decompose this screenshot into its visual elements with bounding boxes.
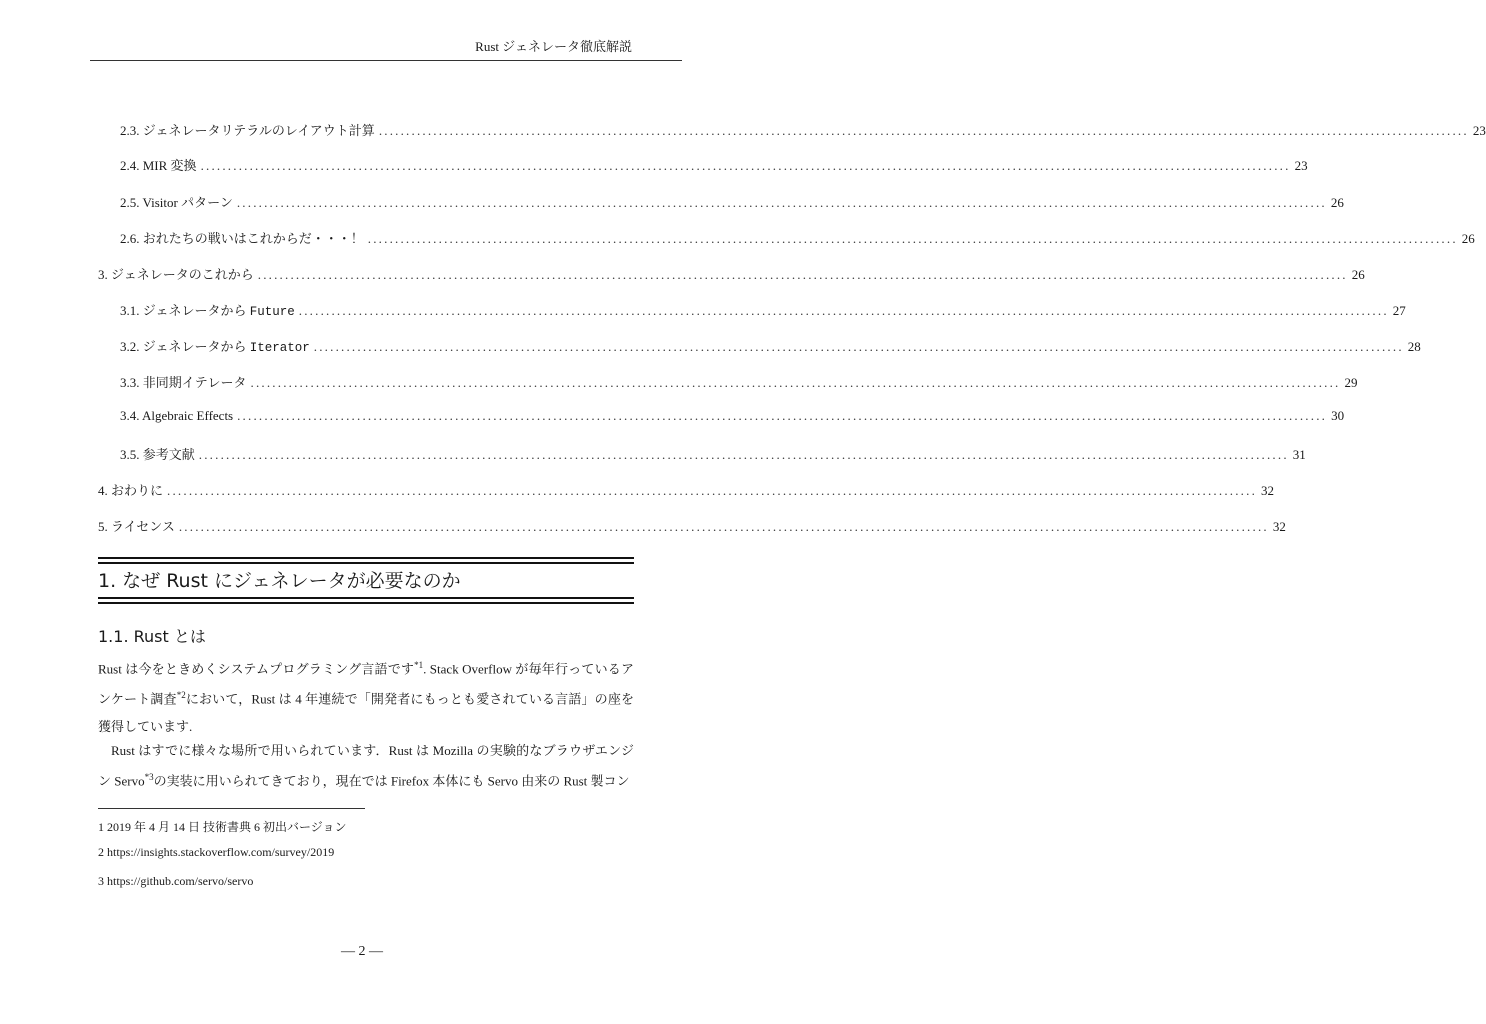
toc-entry-label: 3.3. 非同期イテレータ (120, 375, 247, 390)
toc-leader-dots: ........................................................................................................................................................................................................ (250, 375, 1341, 390)
footnote-rule (98, 808, 365, 809)
toc-entry[interactable] (120, 372, 1358, 390)
toc-page-number: 29 (1344, 375, 1358, 390)
toc-entry[interactable] (120, 155, 1308, 173)
paragraph (98, 737, 634, 794)
toc-entry[interactable] (120, 228, 1475, 246)
toc-entry-label: 3.2. ジェネレータから Iterator (120, 339, 310, 355)
footnote-ref[interactable]: *3 (144, 772, 154, 782)
footnote[interactable]: 3 https://github.com/servo/servo (98, 874, 254, 888)
toc-leader-dots: ........................................................................................................................................................................................................ (237, 408, 1328, 423)
footnote: 1 2019 年 4 月 14 日 技術書典 6 初出バージョン (98, 820, 347, 834)
toc-entry-label: 3. ジェネレータのこれから (98, 267, 254, 282)
text: Rust は今をときめくシステムプログラミング言語です (98, 661, 415, 677)
toc-entry[interactable] (98, 264, 1365, 282)
text: Rust はすでに様々な場所で用いられています．Rust は Mozilla の実験的なブラウザエンジン Servo (98, 743, 634, 789)
toc-entry-label: 2.4. MIR 変換 (120, 158, 197, 173)
section-rule-top (98, 557, 634, 564)
text: において，Rust は 4 年連続で「開発者にもっとも愛されている言語」の座を獲得しています. (98, 691, 634, 734)
subsection-heading: 1.1. Rust とは (98, 627, 206, 646)
text: の実装に用いられてきており，現在では Firefox 本体にも Servo 由来の Rust 製コン (153, 773, 630, 789)
toc-leader-dots: ........................................................................................................................................................................................................ (313, 339, 1404, 354)
section-heading: 1. なぜ Rust にジェネレータが必要なのか (98, 570, 461, 592)
toc-page-number: 32 (1261, 483, 1275, 498)
toc-leader-dots: ........................................................................................................................................................................................................ (367, 231, 1458, 246)
toc-entry-label: 3.1. ジェネレータから Future (120, 303, 295, 319)
text: . Stack Overflow が毎年行っているアンケート調査 (98, 661, 634, 707)
paragraph (98, 652, 634, 740)
toc-leader-dots: ........................................................................................................................................................................................................ (257, 267, 1348, 282)
footnote-ref[interactable]: *1 (414, 660, 424, 670)
toc-page-number: 26 (1461, 231, 1475, 246)
footnote[interactable]: 2 https://insights.stackoverflow.com/survey/2019 (98, 845, 335, 859)
page-number: — 2 — (341, 944, 383, 959)
toc-leader-dots: ........................................................................................................................................................................................................ (200, 158, 1291, 173)
toc-entry-label: 3.5. 参考文献 (120, 447, 195, 462)
toc-leader-dots: ........................................................................................................................................................................................................ (378, 123, 1469, 138)
toc-entry-label: 2.3. ジェネレータリテラルのレイアウト計算 (120, 123, 375, 138)
toc-page-number: 31 (1292, 447, 1306, 462)
toc-page-number: 23 (1294, 158, 1308, 173)
toc-entry[interactable] (120, 408, 1345, 426)
toc-page-number: 28 (1407, 339, 1421, 354)
header-rule (90, 60, 682, 61)
toc-leader-dots: ........................................................................................................................................................................................................ (178, 519, 1269, 534)
toc-page-number: 30 (1331, 408, 1345, 423)
toc-leader-dots: ........................................................................................................................................................................................................ (298, 303, 1389, 318)
toc-entry[interactable] (120, 300, 1406, 319)
section-rule-bottom (98, 597, 634, 604)
toc-page-number: 26 (1351, 267, 1365, 282)
toc-entry-label: 4. おわりに (98, 483, 164, 498)
toc-leader-dots: ........................................................................................................................................................................................................ (236, 195, 1327, 210)
toc-leader-dots: ........................................................................................................................................................................................................ (167, 483, 1258, 498)
toc-entry[interactable] (120, 192, 1344, 210)
toc-page-number: 32 (1272, 519, 1286, 534)
toc-entry-label: 3.4. Algebraic Effects (120, 408, 234, 423)
running-header: Rust ジェネレータ徹底解説 (475, 39, 632, 54)
toc-entry[interactable] (98, 516, 1286, 534)
toc-entry[interactable] (98, 480, 1275, 498)
toc-entry-label: 5. ライセンス (98, 519, 175, 534)
toc-entry[interactable] (120, 444, 1306, 462)
toc-page-number: 23 (1472, 123, 1486, 138)
toc-entry[interactable] (120, 336, 1421, 355)
footnote-ref[interactable]: *2 (176, 690, 186, 701)
toc-page-number: 27 (1392, 303, 1406, 318)
toc-entry-label: 2.6. おれたちの戦いはこれからだ・・・！ (120, 231, 364, 246)
toc-page-number: 26 (1330, 195, 1344, 210)
toc-leader-dots: ........................................................................................................................................................................................................ (198, 447, 1289, 462)
toc-entry-label: 2.5. Visitor パターン (120, 195, 233, 210)
toc-entry[interactable] (120, 120, 1486, 138)
